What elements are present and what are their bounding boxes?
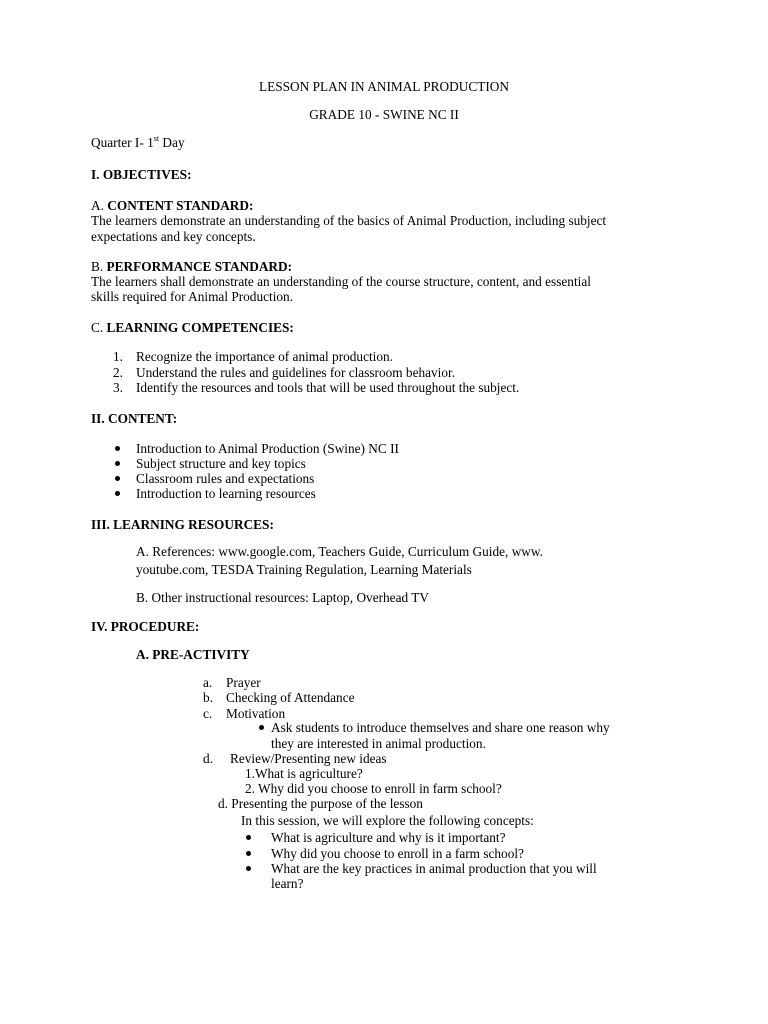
performance-standard-line-1: The learners shall demonstrate an understanding of the course structure, content, and essential <box>91 274 591 289</box>
bullet-icon <box>246 866 251 871</box>
procedure-letter: a. <box>203 675 213 690</box>
competency-number: 3. <box>113 380 123 395</box>
purpose-intro: In this session, we will explore the following concepts: <box>241 813 534 828</box>
competency-item: Recognize the importance of animal production. <box>136 349 393 364</box>
content-standard-label: CONTENT STANDARD: <box>107 198 254 213</box>
review-question-2: 2. Why did you choose to enroll in farm school? <box>245 781 502 796</box>
competencies-label: LEARNING COMPETENCIES: <box>106 320 294 335</box>
bullet-icon <box>115 461 120 466</box>
content-standard-prefix: A. <box>91 198 108 213</box>
content-item: Introduction to Animal Production (Swine) NC II <box>136 441 399 456</box>
motivation-bullet-line-1: Ask students to introduce themselves and share one reason why <box>271 720 610 735</box>
review-question-1: 1.What is agriculture? <box>245 766 363 781</box>
procedure-item: Motivation <box>226 706 286 721</box>
bullet-icon <box>115 491 120 496</box>
bullet-icon <box>246 851 251 856</box>
document-title: LESSON PLAN IN ANIMAL PRODUCTION <box>259 79 509 94</box>
content-item: Classroom rules and expectations <box>136 471 315 486</box>
content-heading: II. CONTENT: <box>91 411 178 426</box>
resources-heading: III. LEARNING RESOURCES: <box>91 517 274 532</box>
quarter-superscript: st <box>153 134 160 143</box>
other-resources: B. Other instructional resources: Laptop, Overhead TV <box>136 590 429 605</box>
purpose-heading: d. Presenting the purpose of the lesson <box>218 796 423 811</box>
bullet-icon <box>259 725 264 730</box>
references-line-2: youtube.com, TESDA Training Regulation, Learning Materials <box>136 562 472 577</box>
bullet-icon <box>115 476 120 481</box>
objectives-heading: I. OBJECTIVES: <box>91 167 192 182</box>
bullet-icon <box>246 835 251 840</box>
pre-activity-heading: A. PRE-ACTIVITY <box>136 647 250 662</box>
quarter-suffix: Day <box>159 135 185 150</box>
procedure-letter: b. <box>203 690 213 705</box>
competency-item: Understand the rules and guidelines for classroom behavior. <box>136 365 456 380</box>
procedure-item: Checking of Attendance <box>226 690 355 705</box>
content-standard-line-2: expectations and key concepts. <box>91 229 256 244</box>
performance-standard-line-2: skills required for Animal Production. <box>91 289 294 304</box>
references-line-1: A. References: www.google.com, Teachers Guide, Curriculum Guide, www. <box>136 544 543 559</box>
concept-item: Why did you choose to enroll in a farm school? <box>271 846 524 861</box>
procedure-letter: c. <box>203 706 213 721</box>
performance-standard-label: PERFORMANCE STANDARD: <box>106 259 293 274</box>
performance-standard-prefix: B. <box>91 259 107 274</box>
content-standard-heading <box>91 198 253 213</box>
content-standard-line-1: The learners demonstrate an understanding of the basics of Animal Production, including subject <box>91 213 607 228</box>
concept-item: What are the key practices in animal production that you will <box>271 861 597 876</box>
motivation-bullet-line-2: they are interested in animal production. <box>271 736 486 751</box>
quarter-line <box>91 135 185 150</box>
competency-number: 2. <box>113 365 123 380</box>
content-item: Subject structure and key topics <box>136 456 306 471</box>
bullet-icon <box>115 446 120 451</box>
procedure-item: Review/Presenting new ideas <box>230 751 387 766</box>
procedure-heading: IV. PROCEDURE: <box>91 619 200 634</box>
quarter-prefix: Quarter I- 1 <box>91 135 154 150</box>
procedure-item: Prayer <box>226 675 261 690</box>
document-subtitle: GRADE 10 - SWINE NC II <box>309 107 459 122</box>
concept-item: What is agriculture and why is it important? <box>271 830 506 845</box>
concept-item-continued: learn? <box>271 876 304 891</box>
performance-standard-heading <box>91 259 292 274</box>
procedure-letter: d. <box>203 751 213 766</box>
competency-item: Identify the resources and tools that will be used throughout the subject. <box>136 380 520 395</box>
competencies-prefix: C. <box>91 320 107 335</box>
competencies-heading <box>91 320 294 335</box>
competency-number: 1. <box>113 349 123 364</box>
content-item: Introduction to learning resources <box>136 486 316 501</box>
